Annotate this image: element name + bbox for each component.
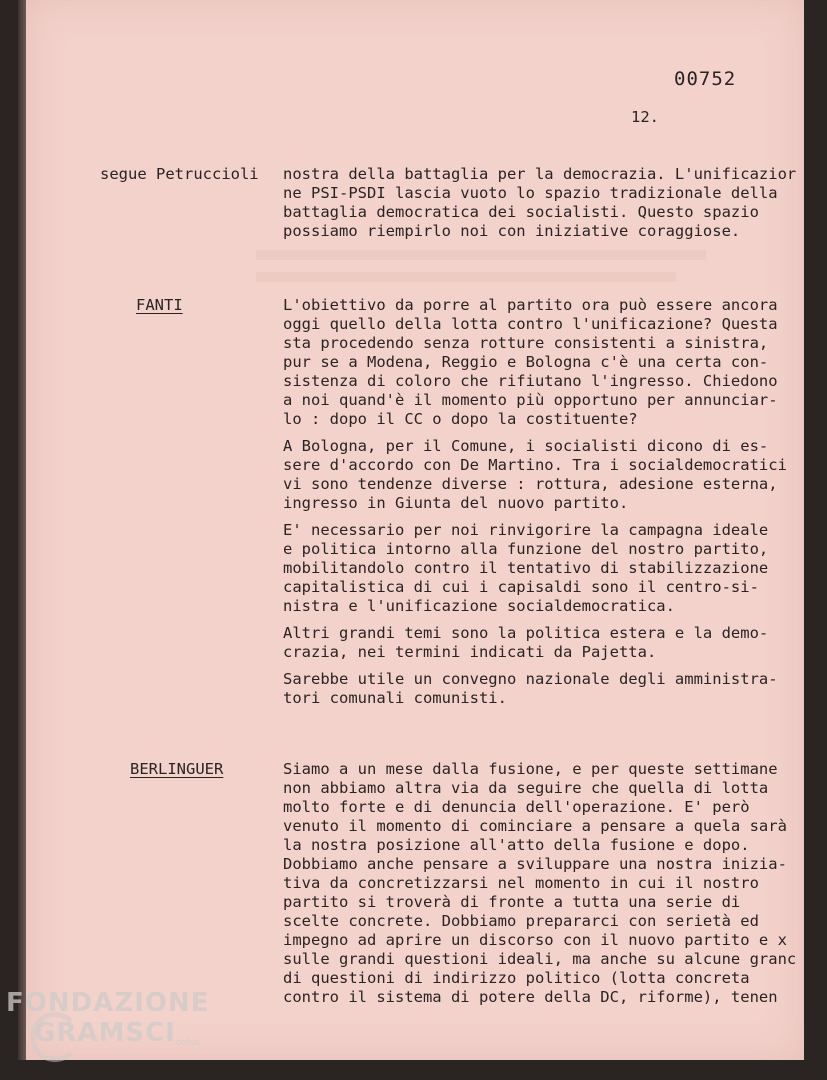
text-line: Altri grandi temi sono la politica estera e la demo- [283, 624, 769, 642]
show-through-mark [256, 250, 706, 260]
speaker-label-petruccioli: segue Petruccioli [100, 165, 259, 183]
text-line: Dobbiamo anche pensare a sviluppare una nostra inizia- [283, 855, 787, 873]
text-line: sulle grandi questioni ideali, ma anche su alcune granc [283, 950, 797, 968]
text-line: la nostra posizione all'atto della fusione e dopo. [283, 836, 750, 854]
text-line: ingresso in Giunta del nuovo partito. [283, 494, 629, 512]
text-line: non abbiamo altra via da seguire che quella di lotta [283, 779, 769, 797]
section-berlinguer [283, 760, 798, 1015]
text-line: crazia, nei termini indicati da Pajetta. [283, 643, 657, 661]
text-line: molto forte e di denuncia dell'operazione. E' però [283, 798, 750, 816]
page-number: 12. [631, 108, 659, 126]
text-line: tiva da concretizzarsi nel momento in cui il nostro [283, 874, 759, 892]
text-line: oggi quello della lotta contro l'unificazione? Questa [283, 315, 778, 333]
text-line: Sarebbe utile un convegno nazionale degli amministra- [283, 670, 778, 688]
watermark-line2: GRAMSCI [34, 1018, 176, 1048]
paper-edge [18, 0, 26, 1060]
section-petruccioli [283, 165, 798, 249]
text-line: E' necessario per noi rinvigorire la campagna ideale [283, 521, 769, 539]
text-line: pur se a Modena, Reggio e Bologna c'è una certa con- [283, 353, 769, 371]
text-line: vi sono tendenze diverse : rottura, adesione esterna, [283, 475, 778, 493]
text-line: sere d'accordo con De Martino. Tra i socialdemocratici [283, 456, 787, 474]
paragraph [283, 760, 798, 1007]
speaker-label-berlinguer: BERLINGUER [130, 760, 224, 778]
text-line: tori comunali comunisti. [283, 689, 507, 707]
text-line: sta procedendo senza rotture consistenti a sinistra, [283, 334, 769, 352]
text-line: sistenza di coloro che rifiutano l'ingresso. Chiedono [283, 372, 778, 390]
text-line: venuto il momento di cominciare a pensare a quela sarà [283, 817, 787, 835]
text-line: impegno ad aprire un discorso con il nuovo partito e x [283, 931, 787, 949]
watermark-line3: onlus [176, 1038, 201, 1048]
text-line: scelte concrete. Dobbiamo prepararci con serietà ed [283, 912, 759, 930]
text-line: capitalistica di cui i capisaldi sono il centro-si- [283, 578, 759, 596]
watermark-logo [6, 988, 209, 1048]
section-fanti [283, 296, 798, 716]
watermark-line1: FONDAZIONE [6, 988, 210, 1018]
text-line: e politica intorno alla funzione del nostro partito, [283, 540, 769, 558]
text-line: ne PSI-PSDI lascia vuoto lo spazio tradizionale della [283, 184, 778, 202]
text-line: mobilitandolo contro il tentativo di stabilizzazione [283, 559, 769, 577]
text-line: A Bologna, per il Comune, i socialisti dicono di es- [283, 437, 769, 455]
speaker-label-fanti: FANTI [136, 296, 183, 314]
text-line: nostra della battaglia per la democrazia. L'unificazior [283, 165, 797, 183]
text-line: lo : dopo il CC o dopo la costituente? [283, 410, 638, 428]
paragraph [283, 624, 798, 662]
text-line: contro il sistema di potere della DC, riforme), tenen [283, 988, 778, 1006]
document-number: 00752 [674, 68, 737, 90]
paragraph [283, 670, 798, 708]
paragraph [283, 521, 798, 616]
text-line: partito si troverà di fronte a tutta una serie di [283, 893, 741, 911]
text-line: di questioni di indirizzo politico (lotta concreta [283, 969, 750, 987]
text-line: L'obiettivo da porre al partito ora può essere ancora [283, 296, 778, 314]
text-line: battaglia democratica dei socialisti. Questo spazio [283, 203, 759, 221]
paragraph [283, 296, 798, 429]
text-line: a noi quand'è il momento più opportuno per annunciar- [283, 391, 778, 409]
paragraph [283, 165, 798, 241]
text-line: nistra e l'unificazione socialdemocratica. [283, 597, 675, 615]
show-through-mark [256, 272, 676, 282]
document-page [26, 0, 804, 1060]
text-line: Siamo a un mese dalla fusione, e per queste settimane [283, 760, 778, 778]
text-line: possiamo riempirlo noi con iniziative coraggiose. [283, 222, 741, 240]
paragraph [283, 437, 798, 513]
